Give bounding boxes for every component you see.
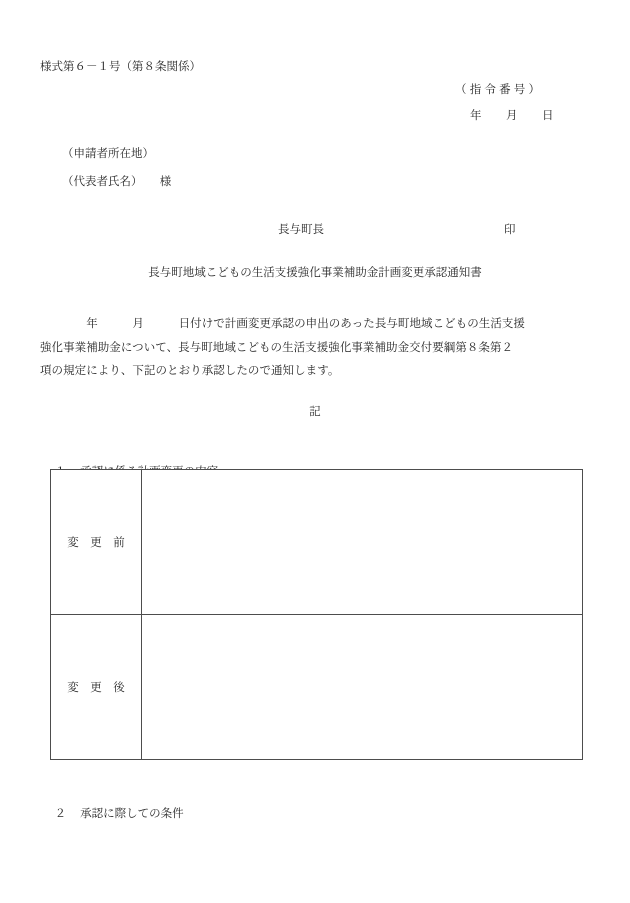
row-value-before[interactable]: [142, 470, 583, 615]
section-2-heading: [40, 791, 184, 835]
change-content-table: [50, 469, 583, 760]
seal-mark: 印: [504, 222, 516, 236]
document-title: 長与町地域こどもの生活支援強化事業補助金計画変更承認通知書: [148, 265, 482, 279]
issuer-line: [0, 221, 630, 237]
section-2-label: 承認に際しての条件: [80, 806, 184, 820]
applicant-address-field: （申請者所在地）: [62, 146, 154, 160]
ki-marker: 記: [309, 404, 321, 418]
row-value-after[interactable]: [142, 615, 583, 760]
table-row: [51, 470, 583, 615]
body-paragraph: [40, 312, 593, 383]
row-label-after: 変 更 後: [51, 615, 142, 760]
body-line-3: 項の規定により、下記のとおり承認したので通知します。: [40, 363, 340, 377]
form-number: 様式第６－１号（第８条関係）: [40, 59, 201, 73]
body-line-2: 強化事業補助金について、長与町地域こどもの生活支援強化事業補助金交付要綱第８条第２: [40, 339, 514, 354]
header-date-line: 年 月 日: [470, 108, 554, 122]
section-2-number: ２: [54, 806, 67, 820]
issuer-title: 長与町長: [278, 222, 324, 236]
table-row: [51, 615, 583, 760]
body-line-1: 年 月 日付けで計画変更承認の申出のあった長与町地域こどもの生活支援: [40, 316, 525, 330]
row-label-before: 変 更 前: [51, 470, 142, 615]
order-number-label: （指令番号）: [455, 82, 544, 96]
representative-name-field: （代表者氏名） 様: [62, 174, 172, 188]
